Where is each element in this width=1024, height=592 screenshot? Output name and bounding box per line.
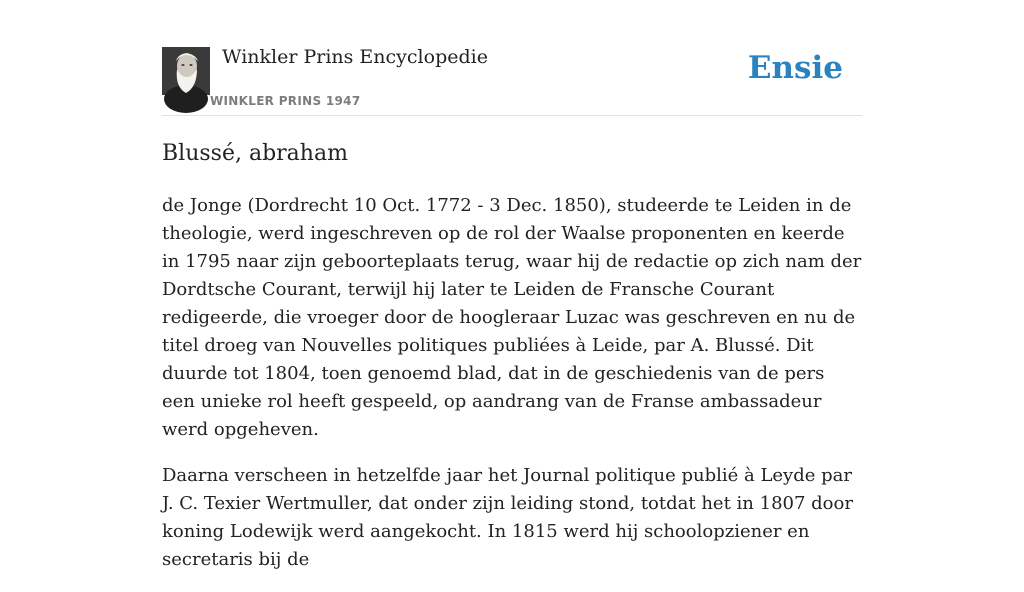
section-label-link[interactable]: WINKLER PRINS 1947 [210, 94, 361, 108]
bearded-man-icon [162, 47, 210, 95]
article [162, 138, 862, 592]
brand-logo-link[interactable]: Ensie [747, 50, 843, 86]
article-paragraph: Daarna verscheen in hetzelfde jaar het Journal politique publié à Leyde par J. C. Texier Wertmuller, dat onder zijn leiding stond, totdat het in 1807 door koning Lodewijk werd aangekocht. In 1815 werd hij schoolopziener en secretaris bij de [162, 465, 853, 570]
site-header [162, 44, 862, 116]
article-body [162, 192, 862, 574]
article-paragraph: de Jonge (Dordrecht 10 Oct. 1772 - 3 Dec. 1850), studeerde te Leiden in de theologie, werd ingeschreven op de rol der Waalse proponenten en keerde in 1795 naar zijn geboorteplaats terug, waar hij de redactie op zich nam der Dordtsche Courant, terwijl hij later te Leiden de Fransche Courant redigeerde, die vroeger door de hoogleraar Luzac was geschreven en nu de titel droeg van Nouvelles politiques publiées à Leide, par A. Blussé. Dit duurde tot 1804, toen genoemd blad, dat in de geschiedenis van de pers een unieke rol heeft gespeeld, op aandrang van de Franse ambassadeur werd opgeheven. [162, 195, 862, 440]
site-title-link[interactable]: Winkler Prins Encyclopedie [222, 46, 488, 68]
article-title: Blussé, abraham [162, 141, 348, 166]
avatar[interactable] [162, 47, 210, 95]
